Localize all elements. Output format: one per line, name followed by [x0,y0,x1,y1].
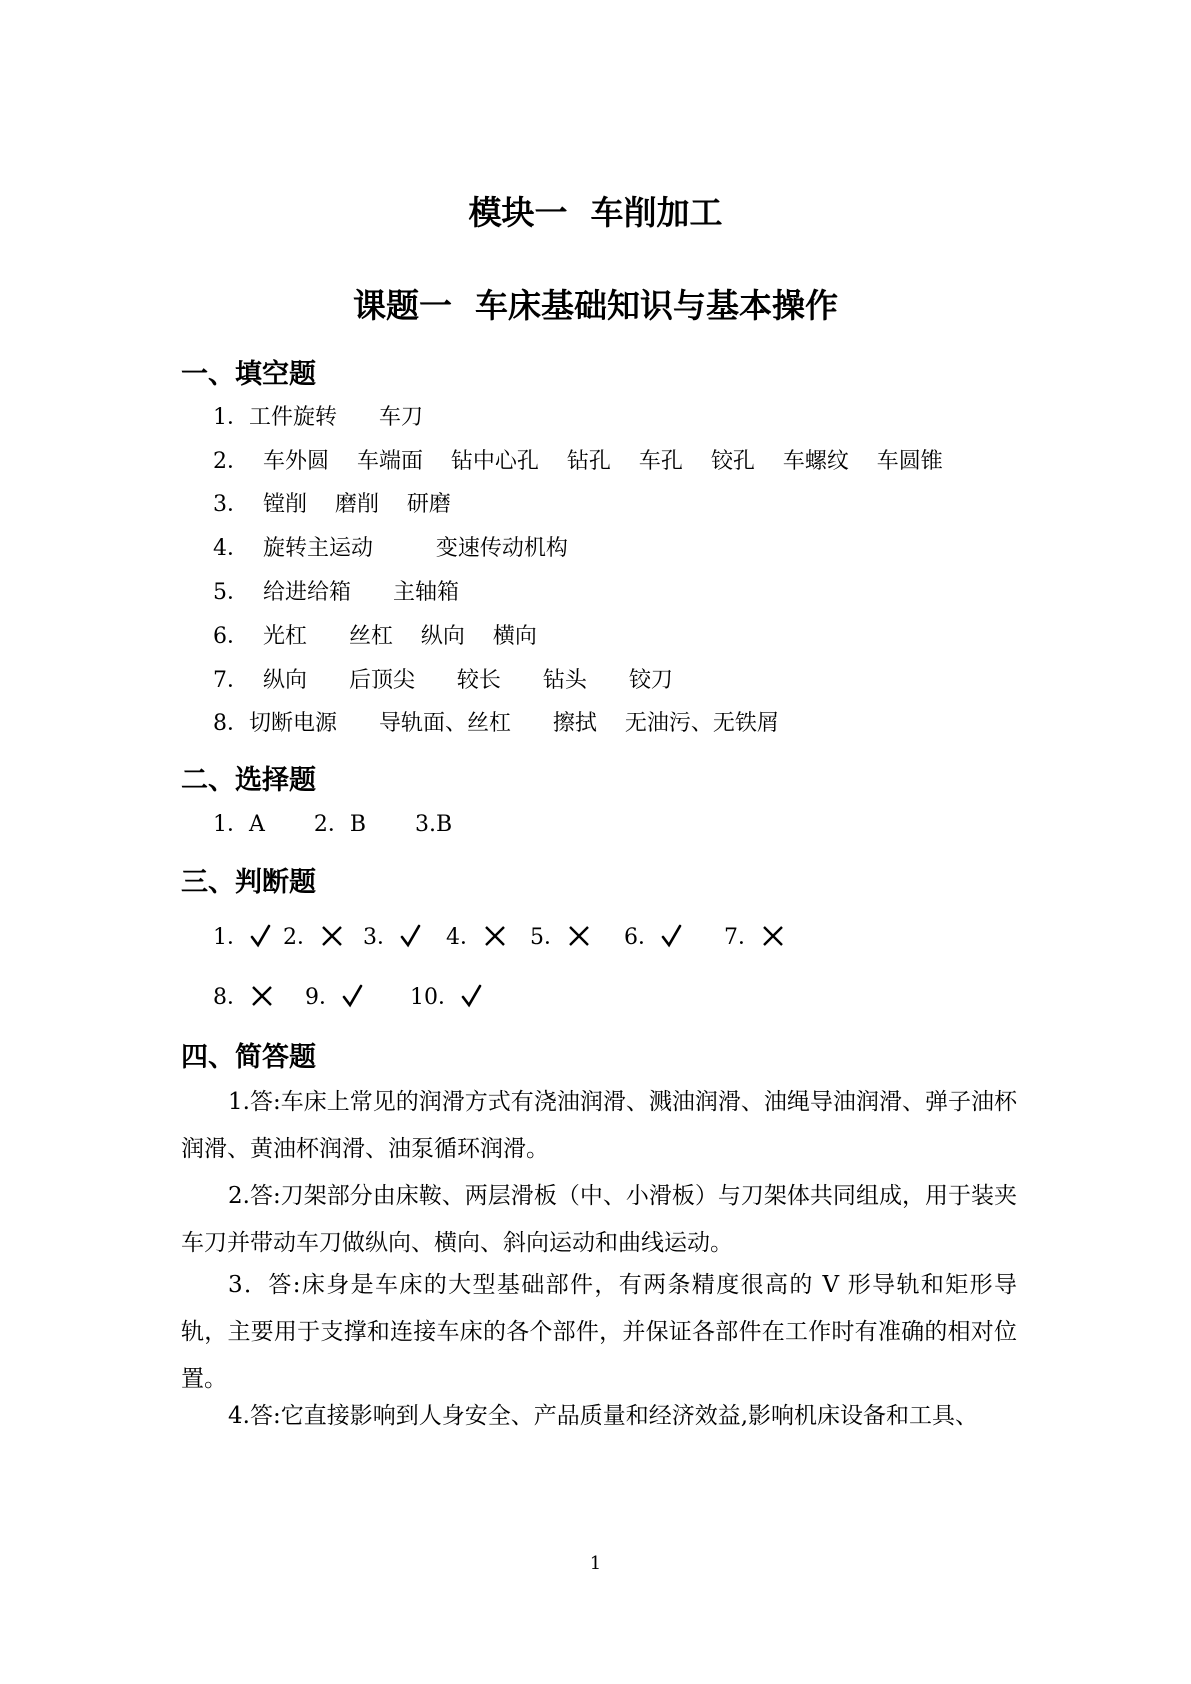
judge-number: 3． [363,925,399,950]
section-heading-fill: 一、填空题 [181,359,316,390]
judge-number: 9． [305,985,341,1010]
judge-item [305,980,367,1011]
judge-number: 7． [724,925,760,950]
short-answer-4: 4.答:它直接影响到人身安全、产品质量和经济效益,影响机床设备和工具、 [228,1403,979,1429]
judge-number: 2． [283,925,319,950]
cross-icon [319,923,345,949]
fill-answer-1: 1．工件旋转 车刀 [213,405,423,430]
judge-number: 8． [213,985,249,1010]
fill-answer-5: 5． 给进给箱 主轴箱 [213,580,459,605]
judge-number: 10． [410,985,460,1010]
judge-item [446,920,508,951]
fill-answer-7: 7． 纵向 后顶尖 较长 钻头 铰刀 [213,668,673,693]
cross-icon [566,923,592,949]
judge-number: 6． [624,925,660,950]
check-icon [660,923,686,949]
judge-item [213,980,275,1011]
short-answer-2: 2.答:刀架部分由床鞍、两层滑板（中、小滑板）与刀架体共同组成，用于装夹车刀并带动车刀做纵向、横向、斜向运动和曲线运动。 [181,1183,1017,1256]
lesson-title: 课题一 车床基础知识与基本操作 [353,286,838,325]
judge-item [624,920,686,951]
check-icon [341,983,367,1009]
judge-item [724,920,786,951]
module-title: 模块一 车削加工 [468,193,723,232]
check-icon [399,923,425,949]
short-answer-3: 3．答:床身是车床的大型基础部件，有两条精度很高的 V 形导轨和矩形导轨，主要用于支撑和连接车床的各个部件，并保证各部件在工作时有准确的相对位置。 [181,1272,1017,1392]
judge-number: 4． [446,925,482,950]
judge-item [363,920,425,951]
section-heading-choice: 二、选择题 [181,765,316,796]
cross-icon [249,983,275,1009]
judge-row-2 [0,980,1191,1020]
judge-item [530,920,592,951]
choice-answers: 1．A 2．B 3.B [213,812,453,837]
cross-icon [760,923,786,949]
check-icon [249,923,275,949]
short-answer-1: 1.答:车床上常见的润滑方式有浇油润滑、溅油润滑、油绳导油润滑、弹子油杯润滑、黄油杯润滑、油泵循环润滑。 [181,1089,1017,1162]
judge-item [410,980,486,1011]
section-heading-judge: 三、判断题 [181,867,316,898]
section-heading-short: 四、简答题 [181,1042,316,1073]
check-icon [460,983,486,1009]
judge-number: 1． [213,925,249,950]
fill-answer-4: 4． 旋转主运动 变速传动机构 [213,536,568,561]
fill-answer-6: 6． 光杠 丝杠 纵向 横向 [213,624,537,649]
fill-answer-8: 8．切断电源 导轨面、丝杠 擦拭 无油污、无铁屑 [213,711,779,736]
page-number: 1 [589,1553,602,1574]
judge-row-1 [0,920,1191,960]
fill-answer-3: 3． 镗削 磨削 研磨 [213,492,451,517]
judge-item [283,920,345,951]
judge-number: 5． [530,925,566,950]
cross-icon [482,923,508,949]
fill-answer-2: 2． 车外圆 车端面 钻中心孔 钻孔 车孔 铰孔 车螺纹 车圆锥 [213,449,943,474]
judge-item [213,920,275,951]
